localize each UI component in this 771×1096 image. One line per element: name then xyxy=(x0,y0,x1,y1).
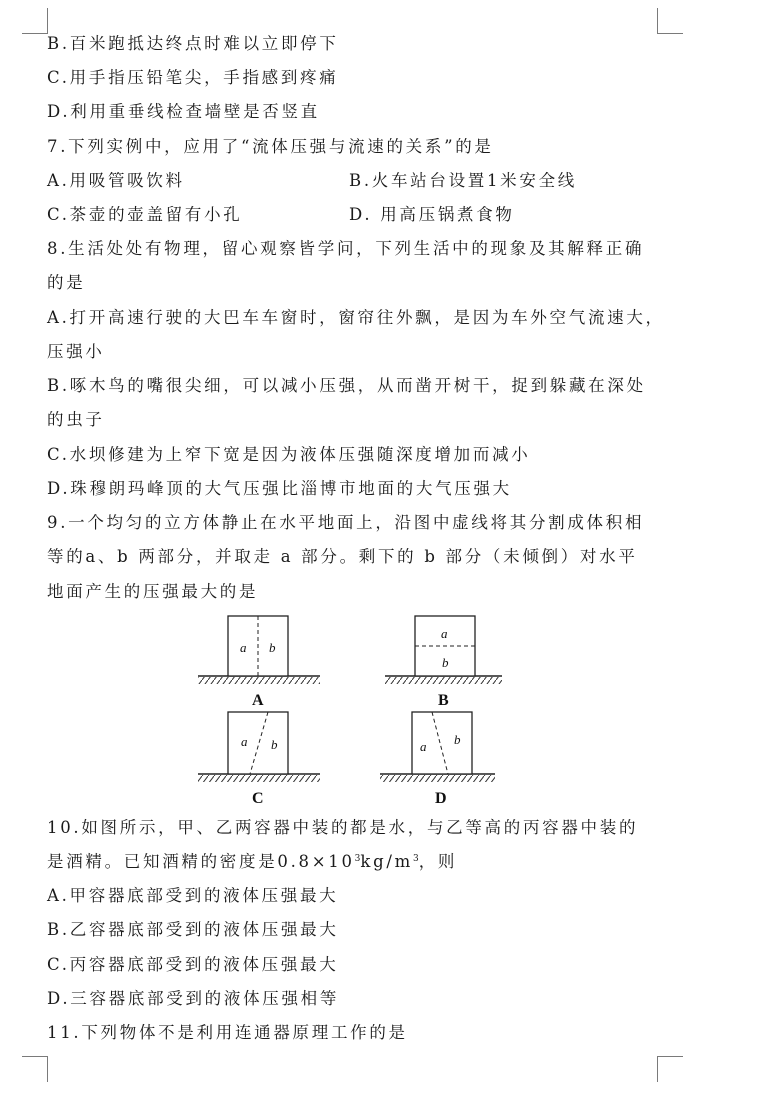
corner-mark-bottom-left xyxy=(22,1056,48,1082)
q7-option-a: A.用吸管吸饮料 xyxy=(47,171,185,190)
q8-stem: 8.生活处处有物理，留心观察皆学问，下列生活中的现象及其解释正确 xyxy=(47,239,645,258)
q8-option-a: A.打开高速行驶的大巴车车窗时，窗帘往外飘，是因为车外空气流速大， xyxy=(47,308,665,327)
diagram-a xyxy=(198,616,320,709)
q7-option-d: D. 用高压锅煮食物 xyxy=(349,205,515,224)
part-b-label: b xyxy=(454,732,461,747)
q11-stem: 11.下列物体不是利用连通器原理工作的是 xyxy=(47,1023,408,1042)
q8-option-b: B.啄木鸟的嘴很尖细，可以减小压强，从而凿开树干，捉到躲藏在深处 xyxy=(47,376,646,395)
diagram-c xyxy=(198,712,320,807)
diagram-label-d: D xyxy=(435,790,447,807)
diagram-label-a: A xyxy=(252,692,264,709)
q10-option-c: C.丙容器底部受到的液体压强最大 xyxy=(47,955,339,974)
q6-option-d: D.利用重垂线检查墙壁是否竖直 xyxy=(47,102,320,121)
q8-option-c: C.水坝修建为上窄下宽是因为液体压强随深度增加而减小 xyxy=(47,445,531,464)
q10-stem-cont xyxy=(47,851,457,873)
q8-option-b-cont: 的虫子 xyxy=(47,410,105,429)
ground-hatch xyxy=(380,775,495,782)
part-b-label: b xyxy=(271,737,278,752)
part-a-label: a xyxy=(441,626,448,641)
corner-mark-top-left xyxy=(22,8,48,34)
q9-cube-figure xyxy=(190,608,510,813)
q10-option-a: A.甲容器底部受到的液体压强最大 xyxy=(47,886,339,905)
cube xyxy=(228,712,288,774)
diagram-label-b: B xyxy=(438,692,449,709)
q7-option-c: C.茶壶的壶盖留有小孔 xyxy=(47,205,243,224)
diagram-d xyxy=(380,712,495,807)
q7-options-row-1 xyxy=(47,170,577,192)
corner-mark-top-right xyxy=(657,8,683,34)
part-a-label: a xyxy=(241,734,248,749)
ground-hatch xyxy=(385,677,502,684)
q8-option-a-cont: 压强小 xyxy=(47,342,105,361)
q9-stem-end: 地面产生的压强最大的是 xyxy=(47,582,259,601)
diagram-label-c: C xyxy=(252,790,264,807)
part-b-label: b xyxy=(442,655,449,670)
q10-text-suffix: ，则 xyxy=(418,852,458,871)
q10-option-d: D.三容器底部受到的液体压强相等 xyxy=(47,989,340,1008)
q9-stem-cont: 等的a、b 两部分，并取走 a 部分。剩下的 b 部分（未倾倒）对水平 xyxy=(47,547,638,566)
q9-stem: 9.一个均匀的立方体静止在水平地面上，沿图中虚线将其分割成体积相 xyxy=(47,513,645,532)
cube-diagrams xyxy=(190,608,510,813)
q8-stem-cont: 的是 xyxy=(47,273,86,292)
part-b-label: b xyxy=(269,640,276,655)
q10-text-prefix: 是酒精。已知酒精的密度是0.8×10 xyxy=(47,852,355,871)
ground-hatch xyxy=(198,677,320,684)
part-a-label: a xyxy=(240,640,247,655)
q6-option-b: B.百米跑抵达终点时难以立即停下 xyxy=(47,34,339,53)
q10-exponent-power: 3 xyxy=(354,854,361,864)
q10-option-b: B.乙容器底部受到的液体压强最大 xyxy=(47,920,339,939)
q6-option-c: C.用手指压铅笔尖，手指感到疼痛 xyxy=(47,68,339,87)
corner-mark-bottom-right xyxy=(657,1056,683,1082)
q10-stem: 10.如图所示，甲、乙两容器中装的都是水，与乙等高的丙容器中装的 xyxy=(47,818,639,837)
q7-stem: 7.下列实例中，应用了“流体压强与流速的关系”的是 xyxy=(47,137,494,156)
q10-unit-exponent: 3 xyxy=(412,854,419,864)
q10-unit: kg/m xyxy=(360,852,413,871)
q7-option-b: B.火车站台设置1米安全线 xyxy=(349,171,577,190)
part-a-label: a xyxy=(420,739,427,754)
q8-option-d: D.珠穆朗玛峰顶的大气压强比淄博市地面的大气压强大 xyxy=(47,479,512,498)
q7-options-row-2 xyxy=(47,204,515,226)
ground-hatch xyxy=(198,775,320,782)
diagram-b xyxy=(385,616,502,709)
